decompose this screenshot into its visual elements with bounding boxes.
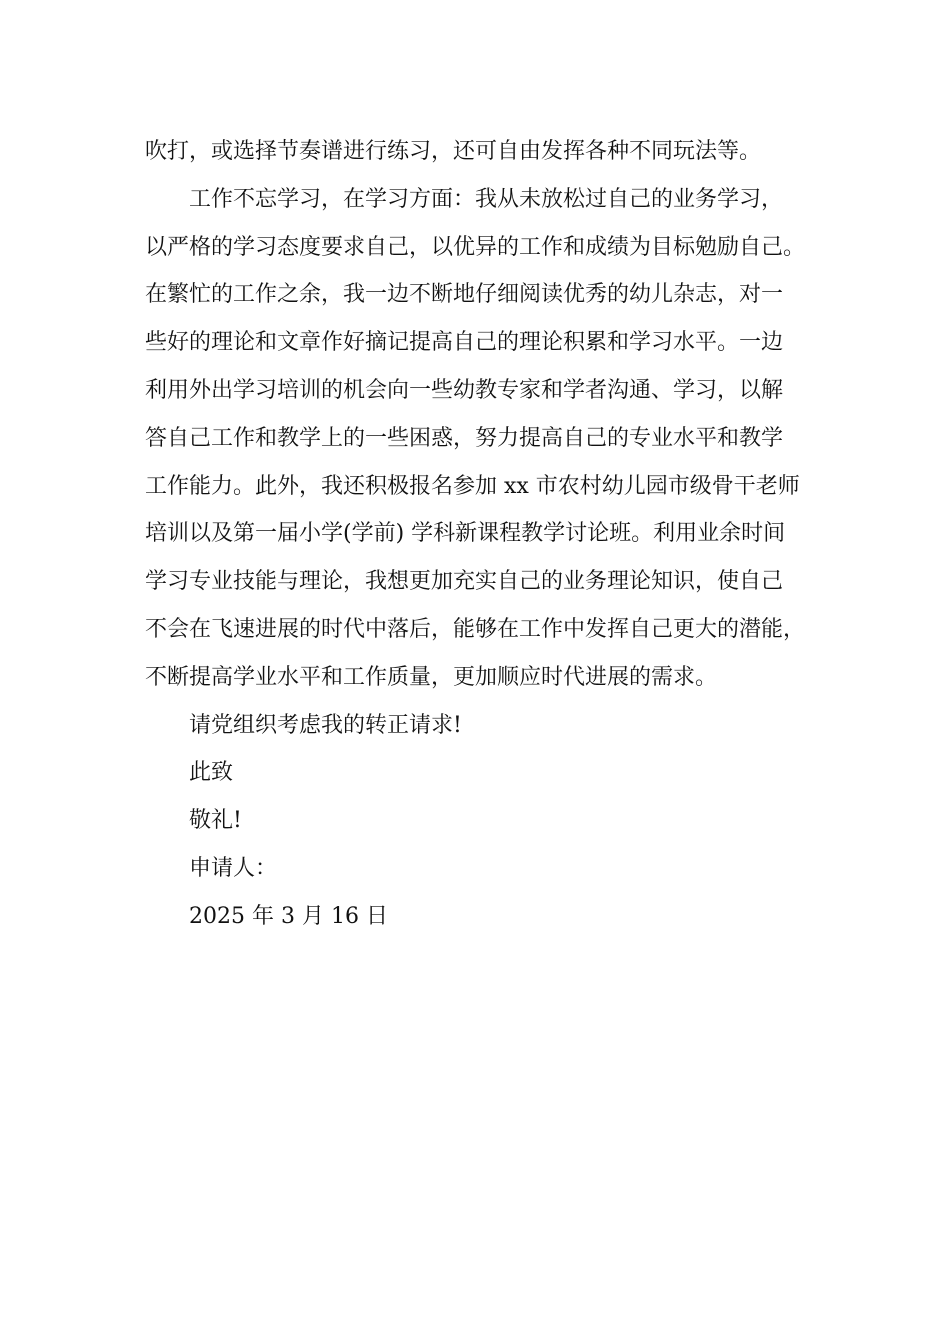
paragraph-line: 不会在飞速进展的时代中落后，能够在工作中发挥自己更大的潜能， xyxy=(145,616,806,642)
paragraph-line: 学习专业技能与理论，我想更加充实自己的业务理论知识，使自己 xyxy=(145,569,784,595)
closing-respect: 敬礼! xyxy=(189,808,242,834)
paragraph-line: 培训以及第一届小学(学前) 学科新课程教学讨论班。利用业余时间 xyxy=(145,521,786,547)
date-line: 2025 年 3 月 16 日 xyxy=(189,903,388,929)
paragraph-line: 工作能力。此外，我还积极报名参加 xx 市农村幼儿园市级骨干老师 xyxy=(145,473,800,499)
paragraph-line: 些好的理论和文章作好摘记提高自己的理论积累和学习水平。一边 xyxy=(145,330,784,356)
paragraph-line: 吹打，或选择节奏谱进行练习，还可自由发挥各种不同玩法等。 xyxy=(145,139,762,164)
paragraph-line: 在繁忙的工作之余，我一边不断地仔细阅读优秀的幼儿杂志，对一 xyxy=(145,282,784,308)
paragraph-line: 答自己工作和教学上的一些困惑，努力提高自己的专业水平和教学 xyxy=(145,425,784,451)
document-body xyxy=(145,128,835,941)
applicant-label: 申请人： xyxy=(189,855,278,881)
request-line: 请党组织考虑我的转正请求! xyxy=(189,712,462,738)
closing-salutation: 此致 xyxy=(189,760,234,786)
paragraph-line: 工作不忘学习，在学习方面：我从未放松过自己的业务学习， xyxy=(189,186,784,212)
paragraph-line: 不断提高学业水平和工作质量，更加顺应时代进展的需求。 xyxy=(145,664,718,690)
paragraph-line: 以严格的学习态度要求自己，以优异的工作和成绩为目标勉励自己。 xyxy=(145,234,806,260)
paragraph-line: 利用外出学习培训的机会向一些幼教专家和学者沟通、学习，以解 xyxy=(145,377,784,403)
